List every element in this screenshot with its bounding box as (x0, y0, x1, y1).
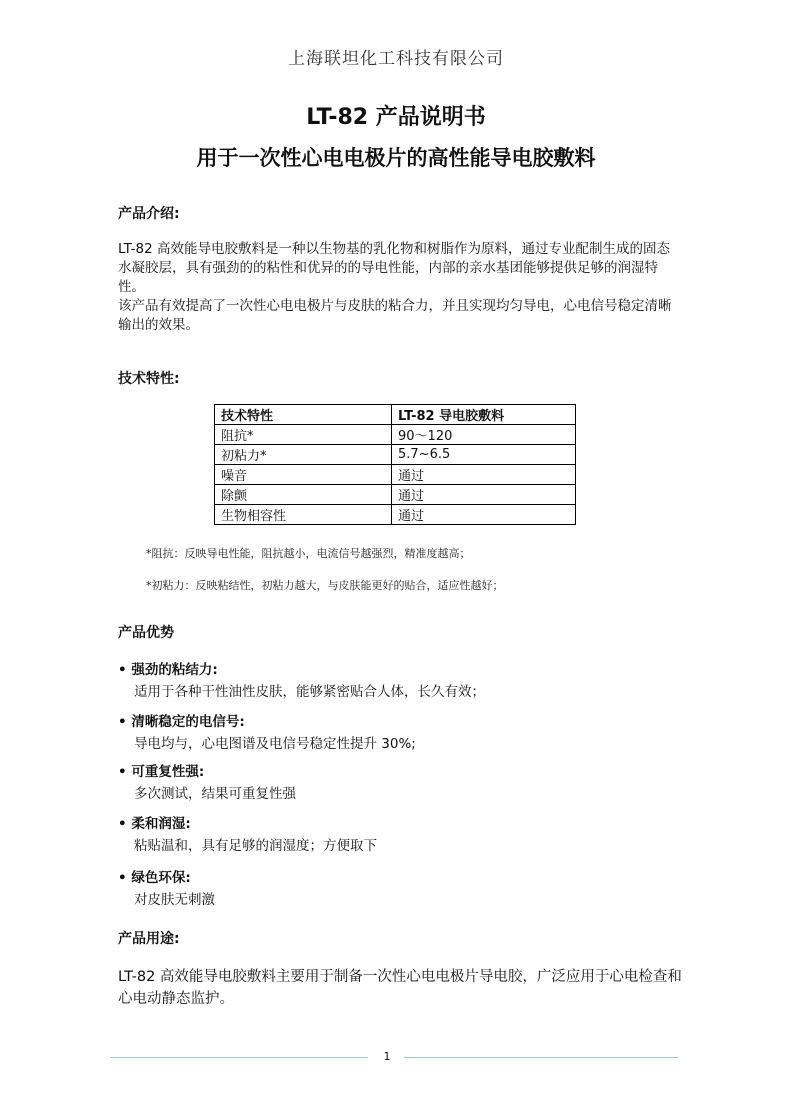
advantage-desc: 粘贴温和，具有足够的润湿度；方便取下 (134, 838, 377, 854)
intro-paragraph-1: LT-82 高效能导电胶敷料是一种以生物基的乳化物和树脂作为原料，通过专业配制生成的固态水凝胶层，具有强劲的的粘性和优异的的导电性能，内部的亲水基团能够提供足够的润湿特性。 (118, 241, 671, 295)
table-cell: 通过 (392, 485, 576, 505)
table-cell: 噪音 (215, 465, 392, 485)
intro-text (118, 240, 678, 335)
table-row (215, 445, 576, 465)
document-subtitle: 用于一次性心电电极片的高性能导电胶敷料 (196, 146, 596, 170)
table-cell: 初粘力* (215, 445, 392, 465)
table-header-cell: LT-82 导电胶敷料 (392, 405, 576, 425)
advantage-title: • 柔和润湿: (118, 812, 678, 832)
table-cell: 生物相容性 (215, 505, 392, 525)
table-header-row (215, 405, 576, 425)
advantage-desc: 导电均与，心电图谱及电信号稳定性提升 30%; (134, 736, 416, 752)
table-row (215, 485, 576, 505)
table-cell: 5.7~6.5 (392, 445, 576, 465)
intro-paragraph-2: 该产品有效提高了一次性心电电极片与皮肤的粘合力，并且实现均匀导电，心电信号稳定清晰输出的效果。 (118, 298, 672, 333)
tech-heading: 技术特性: (118, 371, 180, 387)
table-header-cell: 技术特性 (215, 405, 392, 425)
advantage-item (118, 812, 678, 854)
company-name: 上海联坦化工科技有限公司 (288, 49, 504, 69)
advantages-heading: 产品优势 (118, 625, 174, 641)
impedance-note: *阻抗：反映导电性能，阻抗越小，电流信号越强烈，精准度越高； (146, 547, 471, 560)
footer-divider-left (110, 1057, 368, 1058)
table-cell: 阻抗* (215, 425, 392, 445)
advantage-title: • 绿色环保: (118, 866, 678, 886)
advantage-desc: 多次测试，结果可重复性强 (134, 786, 296, 802)
advantage-item (118, 710, 678, 752)
usage-text: LT-82 高效能导电胶敷料主要用于制备一次性心电电极片导电胶，广泛应用于心电检查和心电动静态监护。 (118, 969, 682, 1007)
table-row (215, 465, 576, 485)
advantage-desc: 对皮肤无刺激 (134, 892, 215, 908)
advantage-item (118, 866, 678, 908)
advantage-title: • 可重复性强: (118, 760, 678, 780)
page-number: 1 (383, 1050, 391, 1063)
table-cell: 除颤 (215, 485, 392, 505)
footer-divider-right (404, 1057, 678, 1058)
table-cell: 通过 (392, 505, 576, 525)
usage-heading: 产品用途: (118, 931, 180, 947)
advantage-title: • 清晰稳定的电信号: (118, 710, 678, 730)
advantage-item (118, 760, 678, 802)
spec-table (214, 404, 576, 525)
table-row (215, 505, 576, 525)
table-row (215, 425, 576, 445)
tack-note: *初粘力：反映粘结性，初粘力越大，与皮肤能更好的贴合，适应性越好； (146, 579, 504, 592)
advantage-desc: 适用于各种干性油性皮肤，能够紧密贴合人体，长久有效； (134, 684, 485, 700)
document-title: LT-82 产品说明书 (306, 105, 486, 130)
advantage-title: • 强劲的粘结力: (118, 658, 678, 678)
intro-heading: 产品介绍: (118, 206, 180, 222)
table-cell: 通过 (392, 465, 576, 485)
table-cell: 90～120 (392, 425, 576, 445)
advantage-item (118, 658, 678, 700)
